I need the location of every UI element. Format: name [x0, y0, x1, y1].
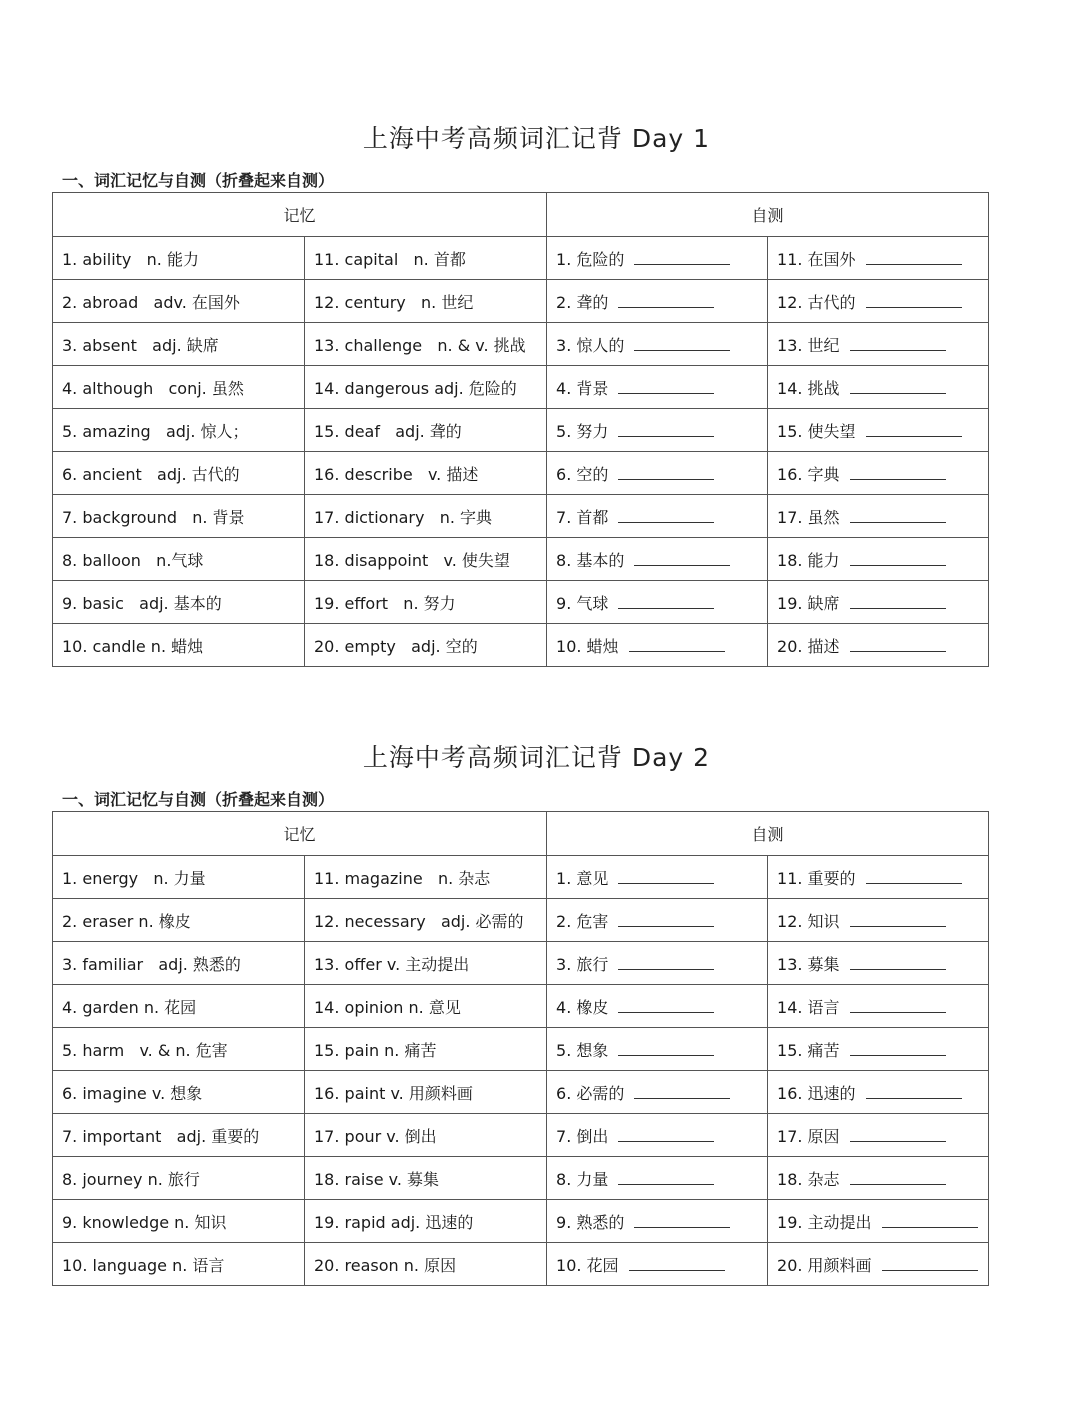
self-test-cell[interactable] — [768, 1028, 989, 1071]
answer-blank[interactable] — [634, 338, 730, 351]
memory-cell — [305, 409, 547, 452]
self-test-prompt: 12. 知识 — [777, 911, 840, 931]
memory-cell — [53, 581, 305, 624]
table-row — [53, 1071, 989, 1114]
header-memory: 记忆 — [53, 812, 547, 856]
memory-cell — [305, 280, 547, 323]
self-test-cell[interactable] — [768, 409, 989, 452]
vocab-entry: 19. effort n. 努力 — [314, 593, 456, 613]
self-test-prompt: 17. 虽然 — [777, 507, 840, 527]
self-test-prompt: 7. 首都 — [556, 507, 609, 527]
vocab-table — [52, 811, 989, 1286]
self-test-cell[interactable] — [768, 942, 989, 985]
memory-cell — [305, 323, 547, 366]
vocab-entry: 2. eraser n. 橡皮 — [62, 911, 191, 931]
self-test-prompt: 19. 主动提出 — [777, 1212, 872, 1232]
self-test-cell[interactable] — [768, 1243, 989, 1286]
self-test-cell[interactable] — [768, 856, 989, 899]
self-test-cell[interactable] — [768, 452, 989, 495]
table-row — [53, 985, 989, 1028]
answer-blank[interactable] — [850, 338, 946, 351]
day-title: 上海中考高频词汇记背 Day 1 — [362, 124, 711, 153]
self-test-prompt: 14. 挑战 — [777, 378, 840, 398]
self-test-cell[interactable] — [547, 366, 768, 409]
answer-blank[interactable] — [634, 553, 730, 566]
self-test-cell[interactable] — [547, 1200, 768, 1243]
table-row — [53, 1243, 989, 1286]
answer-blank[interactable] — [866, 1086, 962, 1099]
answer-blank[interactable] — [634, 1086, 730, 1099]
vocab-entry: 8. journey n. 旅行 — [62, 1169, 200, 1189]
vocab-entry: 14. dangerous adj. 危险的 — [314, 378, 517, 398]
memory-cell — [53, 538, 305, 581]
memory-cell — [53, 366, 305, 409]
table-row — [53, 280, 989, 323]
vocab-entry: 8. balloon n.气球 — [62, 550, 204, 570]
self-test-prompt: 16. 迅速的 — [777, 1083, 856, 1103]
self-test-cell[interactable] — [768, 280, 989, 323]
table-row — [53, 581, 989, 624]
header-self-test: 自测 — [547, 812, 989, 856]
memory-cell — [305, 495, 547, 538]
self-test-cell[interactable] — [768, 899, 989, 942]
self-test-prompt: 5. 努力 — [556, 421, 609, 441]
self-test-prompt: 2. 聋的 — [556, 292, 609, 312]
table-row — [53, 409, 989, 452]
table-row — [53, 899, 989, 942]
self-test-prompt: 20. 用颜料画 — [777, 1255, 872, 1275]
vocab-entry: 14. opinion n. 意见 — [314, 997, 461, 1017]
self-test-prompt: 3. 惊人的 — [556, 335, 625, 355]
vocab-entry: 20. reason n. 原因 — [314, 1255, 457, 1275]
answer-blank[interactable] — [866, 871, 962, 884]
self-test-cell[interactable] — [547, 495, 768, 538]
self-test-cell[interactable] — [768, 1071, 989, 1114]
answer-blank[interactable] — [618, 1043, 714, 1056]
memory-cell — [305, 1114, 547, 1157]
memory-cell — [305, 538, 547, 581]
vocab-entry: 20. empty adj. 空的 — [314, 636, 478, 656]
self-test-prompt: 6. 必需的 — [556, 1083, 625, 1103]
answer-blank[interactable] — [618, 381, 714, 394]
answer-blank[interactable] — [618, 1000, 714, 1013]
answer-blank[interactable] — [850, 639, 946, 652]
self-test-prompt: 13. 募集 — [777, 954, 840, 974]
table-row — [53, 624, 989, 667]
vocab-entry: 18. raise v. 募集 — [314, 1169, 440, 1189]
answer-blank[interactable] — [850, 914, 946, 927]
self-test-prompt: 7. 倒出 — [556, 1126, 609, 1146]
self-test-prompt: 1. 危险的 — [556, 249, 625, 269]
self-test-prompt: 10. 蜡烛 — [556, 636, 619, 656]
vocab-entry: 1. energy n. 力量 — [62, 868, 206, 888]
vocab-entry: 10. candle n. 蜡烛 — [62, 636, 204, 656]
answer-blank[interactable] — [850, 1172, 946, 1185]
memory-cell — [53, 409, 305, 452]
vocab-entry: 18. disappoint v. 使失望 — [314, 550, 510, 570]
answer-blank[interactable] — [618, 510, 714, 523]
memory-cell — [305, 985, 547, 1028]
answer-blank[interactable] — [618, 424, 714, 437]
self-test-prompt: 2. 危害 — [556, 911, 609, 931]
answer-blank[interactable] — [618, 596, 714, 609]
self-test-cell[interactable] — [768, 495, 989, 538]
header-self-test: 自测 — [547, 193, 989, 237]
vocab-entry: 12. century n. 世纪 — [314, 292, 474, 312]
self-test-prompt: 11. 在国外 — [777, 249, 856, 269]
self-test-cell[interactable] — [547, 409, 768, 452]
table-row — [53, 323, 989, 366]
self-test-prompt: 4. 橡皮 — [556, 997, 609, 1017]
memory-cell — [305, 1071, 547, 1114]
self-test-cell[interactable] — [768, 1114, 989, 1157]
memory-cell — [305, 1200, 547, 1243]
memory-cell — [53, 1028, 305, 1071]
vocab-table — [52, 192, 989, 667]
answer-blank[interactable] — [850, 1043, 946, 1056]
self-test-prompt: 16. 字典 — [777, 464, 840, 484]
answer-blank[interactable] — [866, 295, 962, 308]
vocab-entry: 2. abroad adv. 在国外 — [62, 292, 240, 312]
vocab-entry: 13. offer v. 主动提出 — [314, 954, 470, 974]
memory-cell — [53, 624, 305, 667]
table-row — [53, 1157, 989, 1200]
memory-cell — [53, 280, 305, 323]
answer-blank[interactable] — [882, 1215, 978, 1228]
self-test-prompt: 1. 意见 — [556, 868, 609, 888]
answer-blank[interactable] — [618, 957, 714, 970]
self-test-prompt: 8. 基本的 — [556, 550, 625, 570]
vocab-entry: 16. paint v. 用颜料画 — [314, 1083, 473, 1103]
day-title: 上海中考高频词汇记背 Day 2 — [362, 743, 711, 772]
self-test-prompt: 19. 缺席 — [777, 593, 840, 613]
answer-blank[interactable] — [850, 1000, 946, 1013]
self-test-prompt: 18. 杂志 — [777, 1169, 840, 1189]
memory-cell — [53, 1114, 305, 1157]
self-test-cell[interactable] — [547, 1243, 768, 1286]
vocab-entry: 13. challenge n. & v. 挑战 — [314, 335, 526, 355]
answer-blank[interactable] — [618, 467, 714, 480]
memory-cell — [305, 581, 547, 624]
self-test-cell[interactable] — [547, 538, 768, 581]
answer-blank[interactable] — [618, 871, 714, 884]
answer-blank[interactable] — [882, 1258, 978, 1271]
table-row — [53, 942, 989, 985]
memory-cell — [305, 856, 547, 899]
memory-cell — [305, 1157, 547, 1200]
memory-cell — [53, 1200, 305, 1243]
answer-blank[interactable] — [618, 914, 714, 927]
answer-blank[interactable] — [618, 295, 714, 308]
self-test-cell[interactable] — [768, 237, 989, 280]
self-test-cell[interactable] — [768, 581, 989, 624]
vocab-entry: 17. pour v. 倒出 — [314, 1126, 437, 1146]
self-test-prompt: 6. 空的 — [556, 464, 609, 484]
memory-cell — [53, 985, 305, 1028]
self-test-cell[interactable] — [547, 1157, 768, 1200]
answer-blank[interactable] — [850, 596, 946, 609]
table-row — [53, 366, 989, 409]
vocab-entry: 15. deaf adj. 聋的 — [314, 421, 462, 441]
vocab-entry: 5. amazing adj. 惊人； — [62, 421, 249, 441]
vocab-entry: 3. familiar adj. 熟悉的 — [62, 954, 241, 974]
answer-blank[interactable] — [618, 1172, 714, 1185]
section-heading: 一、词汇记忆与自测（折叠起来自测） — [62, 790, 335, 809]
self-test-prompt: 11. 重要的 — [777, 868, 856, 888]
answer-blank[interactable] — [850, 467, 946, 480]
memory-cell — [305, 1243, 547, 1286]
self-test-prompt: 18. 能力 — [777, 550, 840, 570]
self-test-cell[interactable] — [768, 538, 989, 581]
self-test-cell[interactable] — [547, 237, 768, 280]
memory-cell — [305, 1028, 547, 1071]
vocab-entry: 9. knowledge n. 知识 — [62, 1212, 227, 1232]
memory-cell — [53, 452, 305, 495]
memory-cell — [53, 899, 305, 942]
memory-cell — [53, 856, 305, 899]
vocab-entry: 6. ancient adj. 古代的 — [62, 464, 240, 484]
self-test-prompt: 12. 古代的 — [777, 292, 856, 312]
section-heading: 一、词汇记忆与自测（折叠起来自测） — [62, 171, 335, 190]
memory-cell — [305, 899, 547, 942]
vocab-entry: 4. although conj. 虽然 — [62, 378, 244, 398]
self-test-cell[interactable] — [547, 323, 768, 366]
memory-cell — [305, 237, 547, 280]
memory-cell — [53, 495, 305, 538]
answer-blank[interactable] — [634, 252, 730, 265]
memory-cell — [53, 1157, 305, 1200]
self-test-cell[interactable] — [768, 1157, 989, 1200]
self-test-prompt: 4. 背景 — [556, 378, 609, 398]
self-test-cell[interactable] — [768, 366, 989, 409]
self-test-cell[interactable] — [547, 581, 768, 624]
answer-blank[interactable] — [850, 381, 946, 394]
answer-blank[interactable] — [850, 510, 946, 523]
self-test-prompt: 14. 语言 — [777, 997, 840, 1017]
vocab-entry: 11. magazine n. 杂志 — [314, 868, 491, 888]
self-test-cell[interactable] — [547, 1114, 768, 1157]
self-test-cell[interactable] — [547, 985, 768, 1028]
answer-blank[interactable] — [866, 424, 962, 437]
answer-blank[interactable] — [629, 639, 725, 652]
self-test-prompt: 10. 花园 — [556, 1255, 619, 1275]
self-test-prompt: 8. 力量 — [556, 1169, 609, 1189]
table-row — [53, 1200, 989, 1243]
self-test-cell[interactable] — [547, 624, 768, 667]
table-row — [53, 538, 989, 581]
vocab-entry: 6. imagine v. 想象 — [62, 1083, 203, 1103]
vocab-entry: 9. basic adj. 基本的 — [62, 593, 222, 613]
self-test-cell[interactable] — [768, 323, 989, 366]
vocab-entry: 5. harm v. & n. 危害 — [62, 1040, 228, 1060]
answer-blank[interactable] — [866, 252, 962, 265]
table-row — [53, 856, 989, 899]
table-row — [53, 495, 989, 538]
table-row — [53, 1028, 989, 1071]
vocab-entry: 4. garden n. 花园 — [62, 997, 197, 1017]
vocab-entry: 3. absent adj. 缺席 — [62, 335, 219, 355]
vocab-entry: 11. capital n. 首都 — [314, 249, 466, 269]
answer-blank[interactable] — [850, 553, 946, 566]
self-test-prompt: 9. 气球 — [556, 593, 609, 613]
self-test-cell[interactable] — [547, 280, 768, 323]
self-test-cell[interactable] — [768, 1200, 989, 1243]
memory-cell — [53, 323, 305, 366]
self-test-cell[interactable] — [547, 856, 768, 899]
header-memory: 记忆 — [53, 193, 547, 237]
memory-cell — [305, 624, 547, 667]
self-test-prompt: 3. 旅行 — [556, 954, 609, 974]
self-test-prompt: 5. 想象 — [556, 1040, 609, 1060]
vocab-entry: 17. dictionary n. 字典 — [314, 507, 493, 527]
answer-blank[interactable] — [618, 1129, 714, 1142]
table-row — [53, 237, 989, 280]
memory-cell — [305, 366, 547, 409]
memory-cell — [305, 452, 547, 495]
vocab-entry: 19. rapid adj. 迅速的 — [314, 1212, 474, 1232]
memory-cell — [53, 942, 305, 985]
self-test-prompt: 9. 熟悉的 — [556, 1212, 625, 1232]
memory-cell — [305, 942, 547, 985]
self-test-cell[interactable] — [547, 1071, 768, 1114]
self-test-prompt: 20. 描述 — [777, 636, 840, 656]
memory-cell — [53, 237, 305, 280]
vocab-entry: 16. describe v. 描述 — [314, 464, 479, 484]
vocab-entry: 10. language n. 语言 — [62, 1255, 225, 1275]
self-test-cell[interactable] — [768, 624, 989, 667]
table-row — [53, 1114, 989, 1157]
self-test-cell[interactable] — [547, 452, 768, 495]
self-test-cell[interactable] — [547, 899, 768, 942]
self-test-prompt: 17. 原因 — [777, 1126, 840, 1146]
vocab-entry: 12. necessary adj. 必需的 — [314, 911, 524, 931]
self-test-prompt: 15. 使失望 — [777, 421, 856, 441]
self-test-prompt: 15. 痛苦 — [777, 1040, 840, 1060]
self-test-cell[interactable] — [768, 985, 989, 1028]
memory-cell — [53, 1243, 305, 1286]
vocab-entry: 7. background n. 背景 — [62, 507, 245, 527]
vocab-entry: 15. pain n. 痛苦 — [314, 1040, 437, 1060]
self-test-cell[interactable] — [547, 1028, 768, 1071]
answer-blank[interactable] — [634, 1215, 730, 1228]
vocab-entry: 7. important adj. 重要的 — [62, 1126, 260, 1146]
answer-blank[interactable] — [850, 1129, 946, 1142]
answer-blank[interactable] — [629, 1258, 725, 1271]
table-row — [53, 452, 989, 495]
memory-cell — [53, 1071, 305, 1114]
self-test-prompt: 13. 世纪 — [777, 335, 840, 355]
self-test-cell[interactable] — [547, 942, 768, 985]
answer-blank[interactable] — [850, 957, 946, 970]
vocab-entry: 1. ability n. 能力 — [62, 249, 199, 269]
